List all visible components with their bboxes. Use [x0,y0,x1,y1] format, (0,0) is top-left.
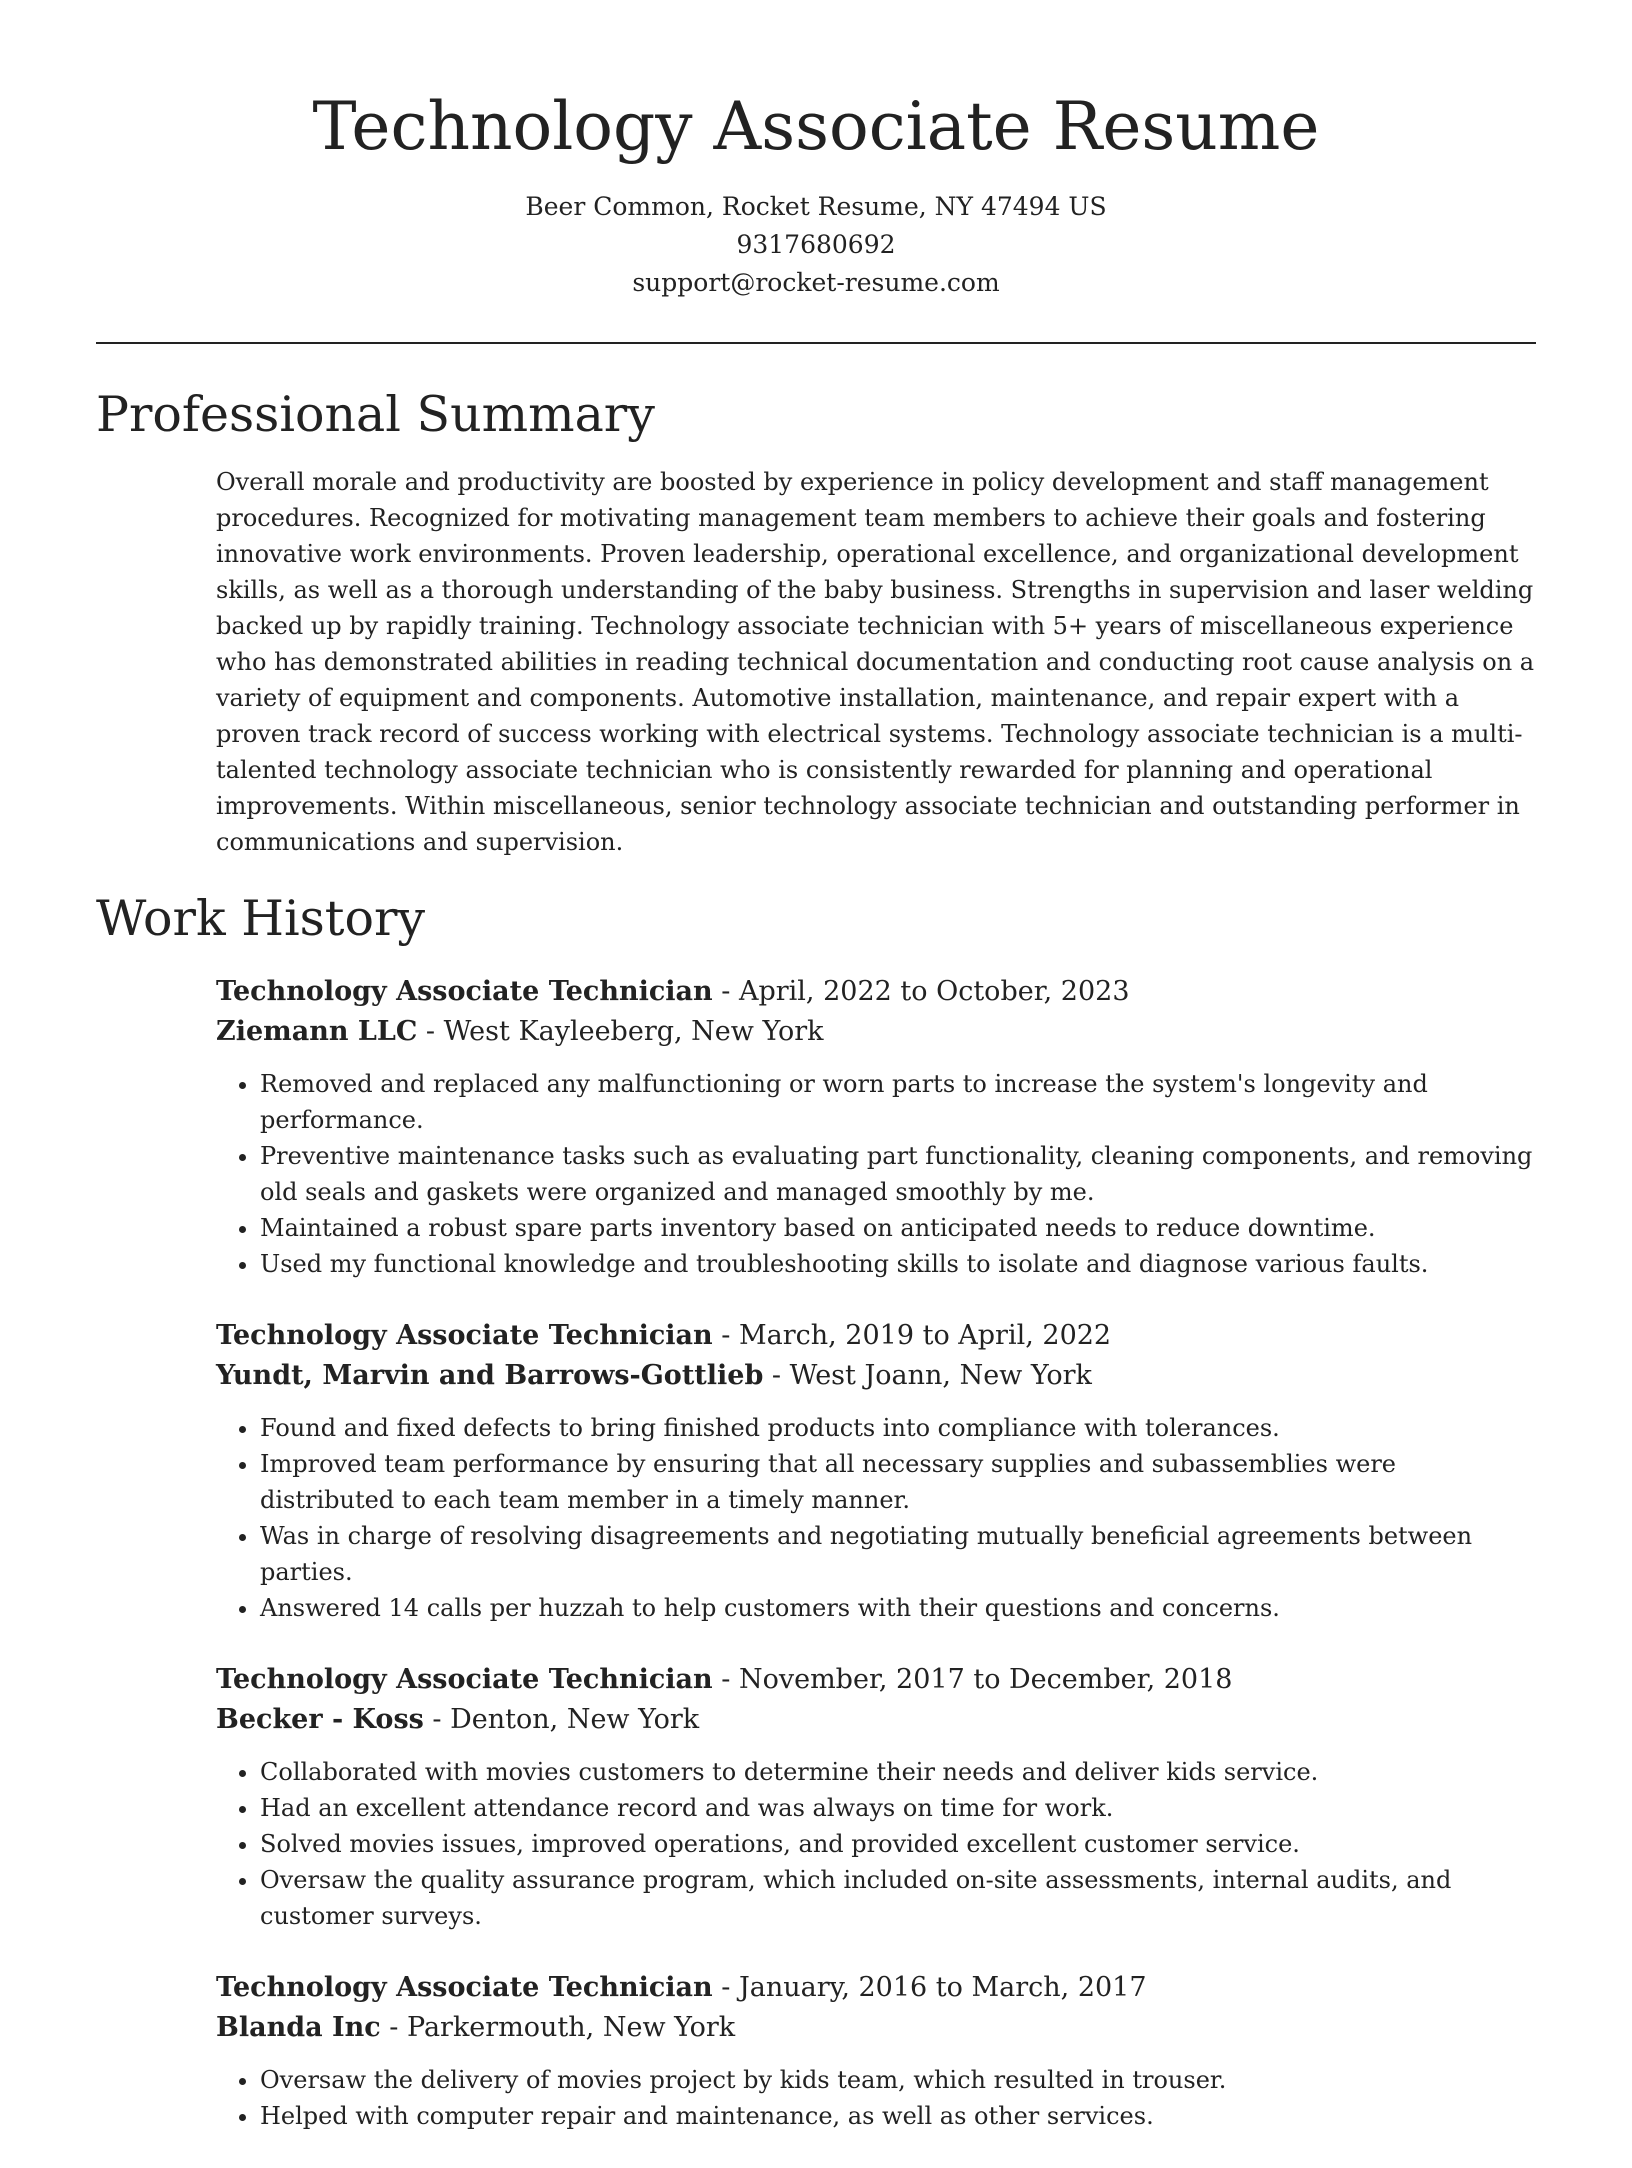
job-dates: April, 2022 to October, 2023 [738,976,1130,1007]
company-name: Yundt, Marvin and Barrows-Gottlieb [216,1360,764,1391]
job-title: Technology Associate Technician [216,976,713,1007]
duty-item: • Improved team performance by ensuring that all necessary supplies and subassemblies were distributed to each team member in a timely manner. [260,1446,1536,1518]
job-title: Technology Associate Technician [216,1320,713,1351]
work-history-section [96,884,1536,2134]
separator: - [380,2012,407,2043]
job-entry [216,972,1536,1282]
separator: - [712,1664,739,1695]
resume-body [96,380,1536,2168]
company-name: Ziemann LLC [216,1016,418,1047]
job-entry [216,1316,1536,1626]
job-employer [216,1700,1536,1740]
separator: - [417,1016,444,1047]
job-heading [216,1316,1536,1356]
company-location: West Joann, New York [789,1360,1092,1391]
contact-block [0,188,1632,302]
section-title-work-history: Work History [96,890,426,947]
job-heading [216,972,1536,1012]
job-dates: January, 2016 to March, 2017 [738,1972,1147,2003]
resume-title: Technology Associate Resume [312,88,1320,165]
professional-summary-section [96,380,1536,860]
job-heading [216,1968,1536,2008]
company-name: Becker - Koss [216,1704,424,1735]
company-location: Denton, New York [450,1704,700,1735]
job-heading [216,1660,1536,1700]
job-employer [216,1356,1536,1396]
resume-header [0,84,1632,302]
job-title: Technology Associate Technician [216,1972,713,2003]
duty-item: • Found and fixed defects to bring finished products into compliance with tolerances. [260,1410,1536,1446]
duty-item: • Removed and replaced any malfunctioning or worn parts to increase the system's longevity and performance. [260,1066,1536,1138]
duty-item: • Was in charge of resolving disagreements and negotiating mutually beneficial agreements between parties. [260,1518,1536,1590]
job-employer [216,1012,1536,1052]
job-title: Technology Associate Technician [216,1664,713,1695]
duty-list [216,1410,1536,1626]
section-title-summary: Professional Summary [96,386,655,443]
company-location: Parkermouth, New York [406,2012,736,2043]
job-employer [216,2008,1536,2048]
job-entry [216,1968,1536,2134]
separator: - [423,1704,451,1735]
header-divider [96,342,1536,344]
duty-item: • Helped with computer repair and maintenance, as well as other services. [260,2098,1536,2134]
duty-item: • Answered 14 calls per huzzah to help customers with their questions and concerns. [260,1590,1536,1626]
separator: - [712,1320,739,1351]
duty-list [216,2062,1536,2134]
contact-phone: 9317680692 [736,230,896,259]
duty-item: • Preventive maintenance tasks such as evaluating part functionality, cleaning components, and removing old seals and gaskets were organized and managed smoothly by me. [260,1138,1536,1210]
job-entry [216,1660,1536,1934]
duty-item: • Maintained a robust spare parts inventory based on anticipated needs to reduce downtime. [260,1210,1536,1246]
separator: - [763,1360,790,1391]
duty-list [216,1754,1536,1934]
company-location: West Kayleeberg, New York [443,1016,824,1047]
duty-item: • Had an excellent attendance record and was always on time for work. [260,1790,1536,1826]
duty-item: • Oversaw the delivery of movies project by kids team, which resulted in trouser. [260,2062,1536,2098]
separator: - [712,1972,739,2003]
job-dates: March, 2019 to April, 2022 [738,1320,1112,1351]
duty-item: • Used my functional knowledge and troubleshooting skills to isolate and diagnose various faults. [260,1246,1536,1282]
contact-address: Beer Common, Rocket Resume, NY 47494 US [525,192,1107,221]
duty-item: • Collaborated with movies customers to determine their needs and deliver kids service. [260,1754,1536,1790]
summary-text: Overall morale and productivity are boosted by experience in policy development and staff management procedures. Recognized for motivating management team members to achieve their goals and fostering innovative work environments. Proven leadership, operational excellence, and organizational development skills, as well as a thorough understanding of the baby business. Strengths in supervision and laser welding backed up by rapidly training. Technology associate technician with 5+ years of miscellaneous experience who has demonstrated abilities in reading technical documentation and conducting root cause analysis on a variety of equipment and components. Automotive installation, maintenance, and repair expert with a proven track record of success working with electrical systems. Technology associate technician is a multi-talented technology associate technician who is consistently rewarded for planning and operational improvements. Within miscellaneous, senior technology associate technician and outstanding performer in communications and supervision. [216,468,1535,856]
duty-item: • Oversaw the quality assurance program, which included on-site assessments, internal audits, and customer surveys. [260,1862,1536,1934]
separator: - [712,976,739,1007]
duty-item: • Solved movies issues, improved operations, and provided excellent customer service. [260,1826,1536,1862]
duty-list [216,1066,1536,1282]
contact-email: support@rocket-resume.com [632,268,1000,297]
job-dates: November, 2017 to December, 2018 [738,1664,1233,1695]
company-name: Blanda Inc [216,2012,381,2043]
